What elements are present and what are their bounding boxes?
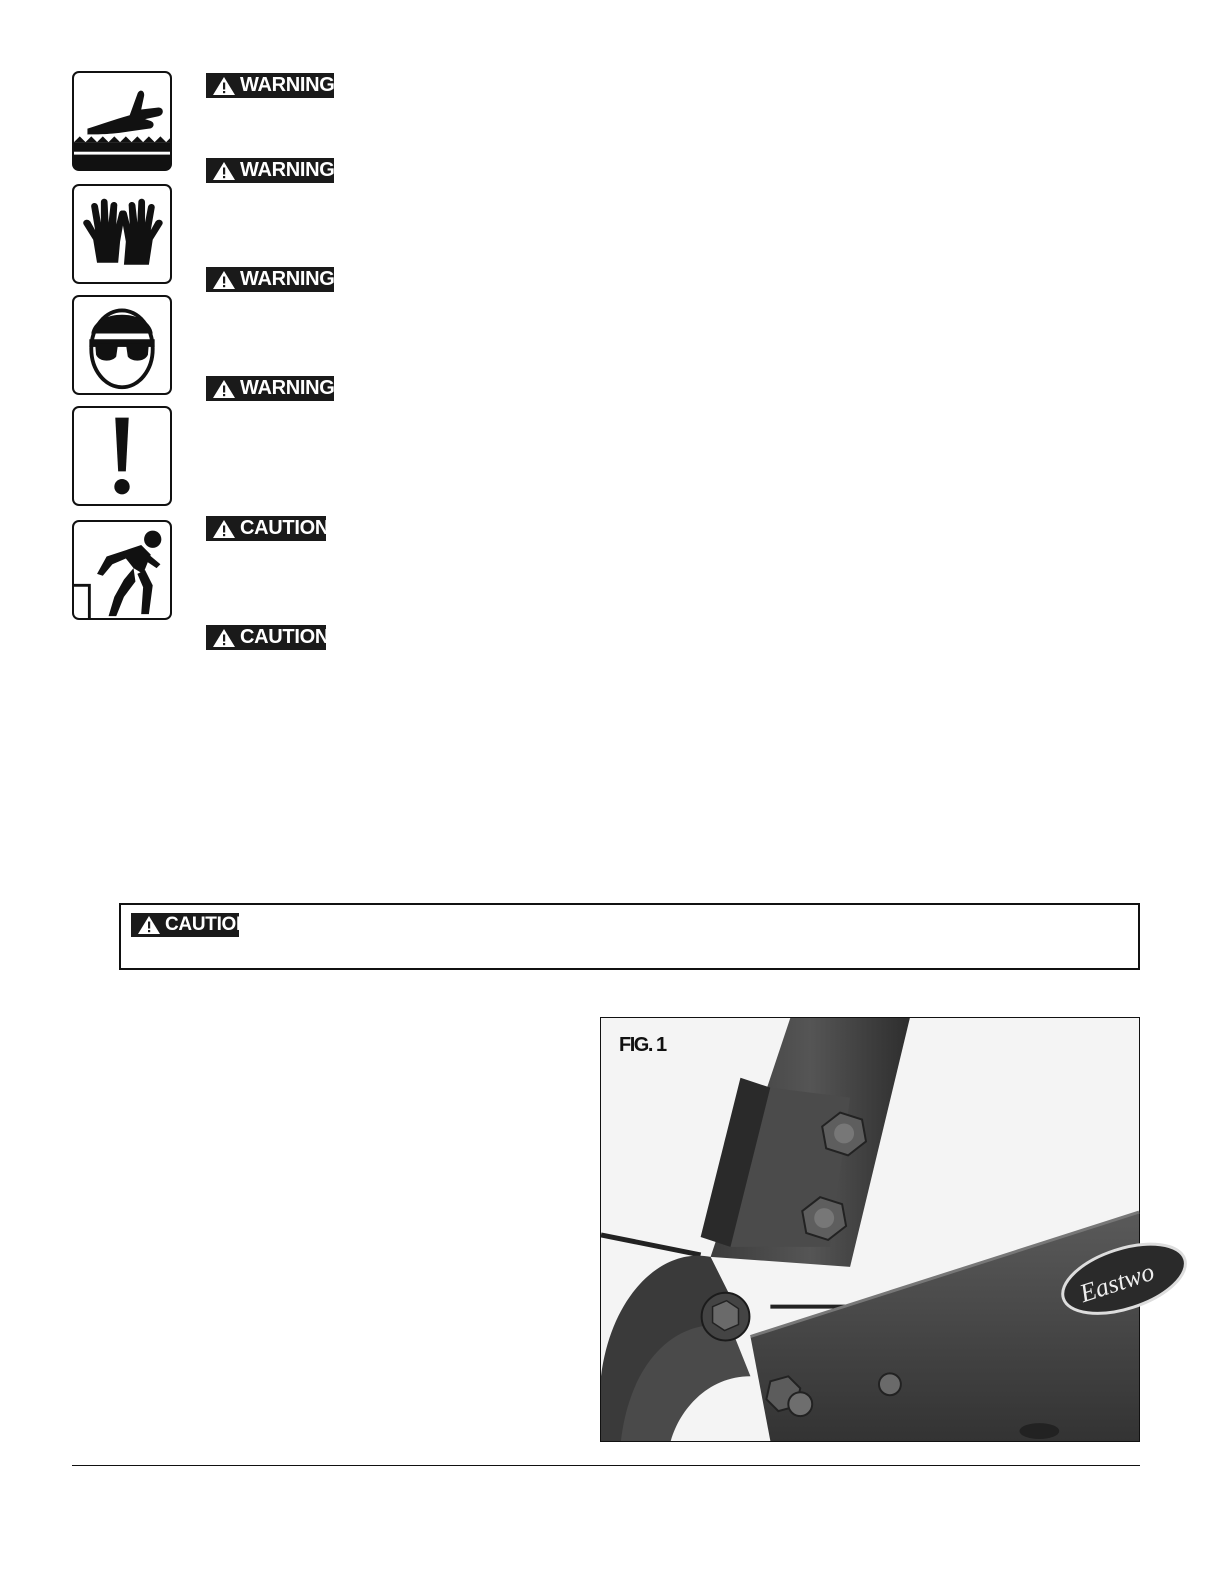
footer-rule [72, 1465, 1140, 1466]
figure-1-photo [601, 1018, 1158, 1441]
warning-tag [206, 267, 334, 292]
warning-triangle-icon [137, 915, 161, 935]
gloves-icon [72, 184, 172, 284]
figure-1 [600, 1017, 1158, 1442]
warning-triangle-icon [212, 270, 236, 290]
warning-label: WARNING [240, 377, 335, 399]
caution-label: CAUTION [240, 517, 330, 539]
caution-label: CAUTION [165, 914, 250, 935]
warning-tag [206, 158, 334, 183]
caution-tag [206, 625, 330, 650]
warning-triangle-icon [212, 379, 236, 399]
cut-hazard-icon [72, 71, 172, 171]
warning-triangle-icon [212, 628, 236, 648]
eye-protection-icon [72, 295, 172, 395]
warning-triangle-icon [212, 76, 236, 96]
exclamation-icon [72, 406, 172, 506]
caution-notice-box [119, 903, 1140, 970]
warning-triangle-icon [212, 519, 236, 539]
caution-tag [131, 913, 250, 937]
caution-tag [206, 516, 330, 541]
warning-label: WARNING [240, 74, 335, 96]
warning-label: WARNING [240, 159, 335, 181]
figure-label: FIG. 1 [619, 1034, 666, 1056]
caution-label: CAUTION [240, 626, 330, 648]
warning-label: WARNING [240, 268, 335, 290]
warning-triangle-icon [212, 161, 236, 181]
warning-tag [206, 73, 334, 98]
fall-hazard-icon [72, 520, 172, 620]
warning-tag [206, 376, 334, 401]
brand-logo-text: Eastwo [1076, 1256, 1158, 1309]
